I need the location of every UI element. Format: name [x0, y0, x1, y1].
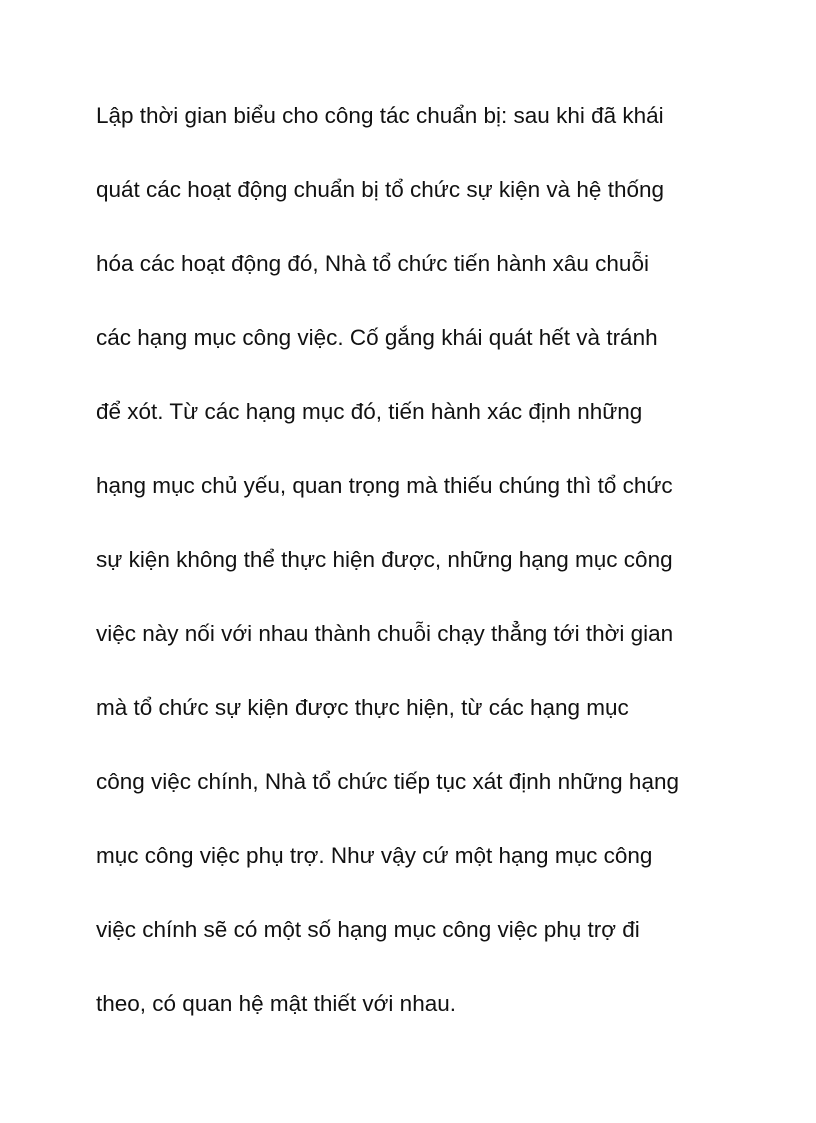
paragraph-line-6: hạng mục chủ yếu, quan trọng mà thiếu chúng thì tổ chức: [96, 473, 673, 498]
paragraph-line-3: hóa các hoạt động đó, Nhà tổ chức tiến hành xâu chuỗi: [96, 251, 649, 276]
paragraph-line-9: mà tổ chức sự kiện được thực hiện, từ các hạng mục: [96, 695, 629, 720]
paragraph-line-13: theo, có quan hệ mật thiết với nhau.: [96, 991, 456, 1016]
paragraph-line-12: việc chính sẽ có một số hạng mục công việc phụ trợ đi: [96, 917, 640, 942]
body-paragraph: [96, 101, 679, 1063]
paragraph-line-1: Lập thời gian biểu cho công tác chuẩn bị: sau khi đã khái: [96, 103, 664, 128]
paragraph-line-4: các hạng mục công việc. Cố gắng khái quát hết và tránh: [96, 325, 658, 350]
paragraph-line-10: công việc chính, Nhà tổ chức tiếp tục xát định những hạng: [96, 769, 679, 794]
paragraph-line-8: việc này nối với nhau thành chuỗi chạy thẳng tới thời gian: [96, 621, 674, 646]
paragraph-line-2: quát các hoạt động chuẩn bị tổ chức sự kiện và hệ thống: [96, 177, 665, 202]
paragraph-line-11: mục công việc phụ trợ. Như vậy cứ một hạng mục công: [96, 843, 653, 868]
paragraph-line-5: để xót. Từ các hạng mục đó, tiến hành xác định những: [96, 399, 643, 424]
paragraph-line-7: sự kiện không thể thực hiện được, những hạng mục công: [96, 547, 673, 572]
